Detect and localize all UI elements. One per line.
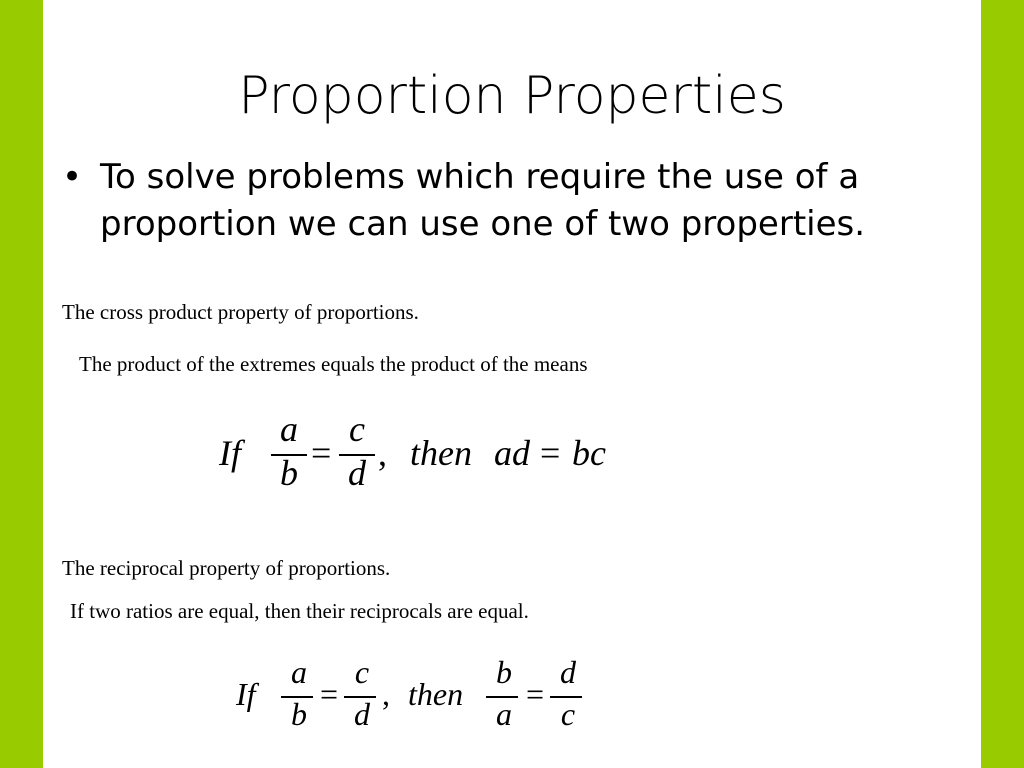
formula-comma: , — [382, 676, 390, 712]
fraction-denominator: c — [560, 696, 576, 732]
formula-result-right: bc — [572, 433, 606, 473]
slide-title: Proportion Properties — [238, 66, 786, 126]
fraction-c-over-d — [342, 654, 382, 744]
cross-product-description: The product of the extremes equals the product of the means — [79, 352, 588, 376]
fraction-d-over-c — [548, 654, 588, 744]
fraction-denominator: d — [348, 453, 366, 493]
bullet-text: To solve problems which require the use of a proportion we can use one of two properties. — [100, 157, 866, 244]
fraction-denominator: b — [291, 696, 307, 732]
formula-then: then — [410, 433, 472, 473]
fraction-b-over-a — [484, 654, 524, 744]
equals-sign: = — [320, 676, 339, 712]
cross-product-heading: The cross product property of proportions. — [62, 300, 419, 324]
reciprocal-formula — [0, 652, 1024, 752]
cross-product-formula — [0, 408, 1024, 508]
equals-sign: = — [311, 433, 332, 473]
fraction-a-over-b — [269, 408, 309, 498]
fraction-numerator: b — [496, 654, 512, 690]
fraction-numerator: c — [349, 409, 365, 449]
formula-then: then — [408, 676, 464, 712]
formula-if: If — [236, 676, 256, 712]
fraction-a-over-b — [279, 654, 319, 744]
reciprocal-heading: The reciprocal property of proportions. — [62, 556, 391, 580]
fraction-denominator: a — [496, 696, 512, 732]
equals-sign: = — [540, 433, 561, 473]
fraction-numerator: a — [280, 409, 298, 449]
fraction-numerator: c — [354, 654, 370, 690]
bullet-item — [62, 154, 962, 248]
formula-result-left: ad — [494, 433, 530, 473]
reciprocal-description: If two ratios are equal, then their reciprocals are equal. — [70, 599, 529, 623]
formula-if: If — [219, 433, 241, 473]
formula-comma: , — [378, 433, 387, 473]
fraction-c-over-d — [337, 408, 377, 498]
equals-sign: = — [526, 676, 545, 712]
fraction-denominator: d — [354, 696, 370, 732]
bullet-marker: • — [62, 157, 83, 197]
fraction-denominator: b — [280, 453, 298, 493]
fraction-numerator: d — [560, 654, 576, 690]
fraction-numerator: a — [291, 654, 307, 690]
